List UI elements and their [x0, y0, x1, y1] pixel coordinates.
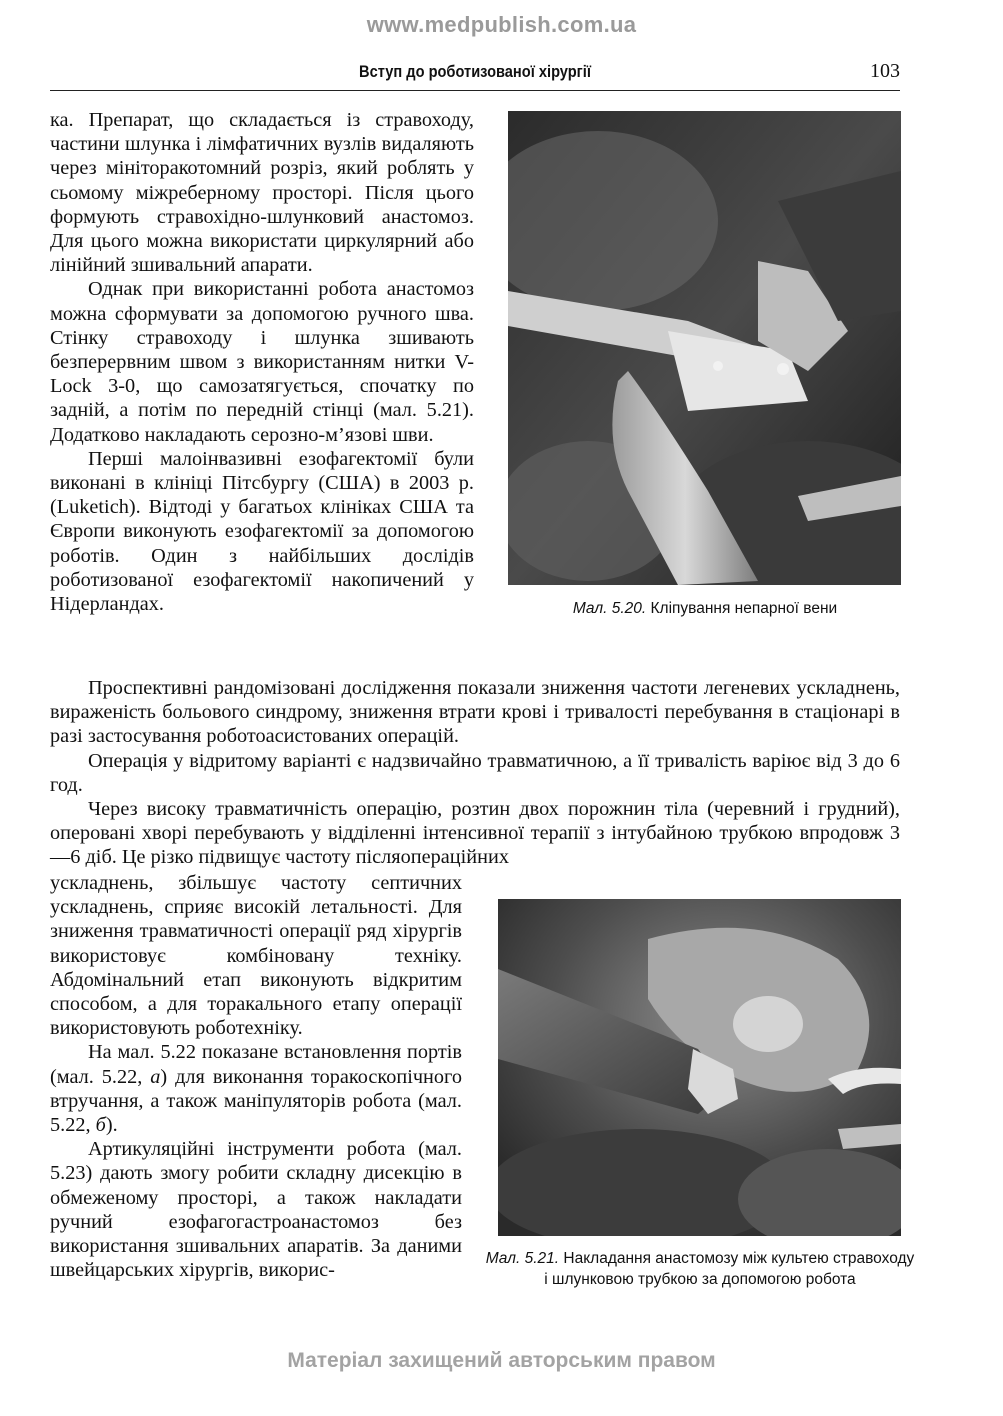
paragraph: Однак при використанні робота анастомоз можна сформувати за допомогою ручного шва. Стінку стравоходу і шлунка зшивають безперервним швом з використанням нитки V-Lock 3-0, що самозатягується, спочатку по задній, а потім по передній стінці (мал. 5.21). Додатково накладають серозно-м’язові шви. [50, 278, 474, 446]
paragraph: ускладнень, збільшує частоту септичних ускладнень, сприяє високій летальності. Для зниження травматичності операції ряд хірургів використовує комбіновану техніку. Абдомінальний етап виконують відкритим способом, а для торакального етапу операції використовують роботехніку. [50, 872, 462, 1040]
paragraph: Через високу травматичність операцію, розтин двох порожнин тіла (черевний і грудний), оперовані хворі перебувають у відділенні інтенсивної терапії з інтубайною трубкою впродовж 3—6 діб. Це різко підвищує частоту післяопераційних [50, 798, 900, 869]
paragraph: Перші малоінвазивні езофагектомії були виконані в клініці Пітсбургу (США) в 2003 р. (Luketich). Відтоді у багатьох клініках США та Європи виконують езофагектомії за допомогою роботів. Один з найбільших дослідів роботизованої езофагектомії накопичений у Нідерландах. [50, 447, 474, 616]
site-url: www.medpublish.com.ua [366, 12, 637, 37]
figure-label: Мал. 5.21. [485, 1250, 560, 1267]
figure-5-21-caption [485, 1248, 915, 1290]
figure-label: Мал. 5.20. [572, 600, 647, 617]
left-column-text [50, 108, 474, 616]
running-header [50, 62, 900, 91]
running-title: Вступ до роботизованої хірургії [359, 62, 591, 81]
text-run: ) для виконання торакоскопічного втручання, а також маніпуляторів робота (мал. 5.22, [50, 1065, 463, 1137]
text-run-italic: б [95, 1114, 106, 1137]
paragraph: Проспективні рандомізовані дослідження показали зниження частоти легеневих ускладнень, вираженість больового синдрому, зниження втрати крові і тривалості перебування в стаціонарі в разі застосування роботоасистованих операцій. [50, 677, 900, 748]
copyright-watermark: Матеріал захищений авторським правом [287, 1349, 716, 1372]
text-run: ). [105, 1114, 118, 1137]
paragraph: Артикуляційні інструменти робота (мал. 5.23) дають змогу робити складну дисекцію в обмеженому просторі, а також накладати ручний езофагогастроанастомоз без використання зшивальних апаратів. За даними швейцарських хірургів, викорис- [50, 1138, 462, 1282]
figure-caption-text: Накладання анастомозу між культею стравоходу і шлунковою трубкою за допомогою робота [544, 1250, 915, 1288]
figure-5-21-photo [498, 899, 901, 1236]
lower-left-column-text [50, 871, 462, 1282]
text-run-italic: а [150, 1065, 161, 1088]
figure-5-20-caption [505, 598, 905, 619]
figure-caption-text: Кліпування непарної вени [650, 600, 838, 617]
page-number: 103 [870, 60, 900, 82]
paragraph: Операція у відритому варіанті є надзвичайно травматичною, а її тривалість варіює від 3 до 6 год. [50, 749, 900, 796]
paragraph: ка. Препарат, що складається із стравоходу, частини шлунка і лімфатичних вузлів видаляють через мініторакотомний розріз, який роблять у сьомому міжреберному просторі. Після цього формують стравохідно-шлунковий анастомоз. Для цього можна використати циркулярний або лінійний зшивальний апарати. [50, 109, 474, 277]
paragraph [50, 1040, 462, 1137]
text-run: На мал. 5.22 показане встановлення портів (мал. 5.22, [50, 1041, 462, 1088]
figure-5-20-photo [508, 111, 901, 585]
full-width-text [50, 676, 900, 870]
